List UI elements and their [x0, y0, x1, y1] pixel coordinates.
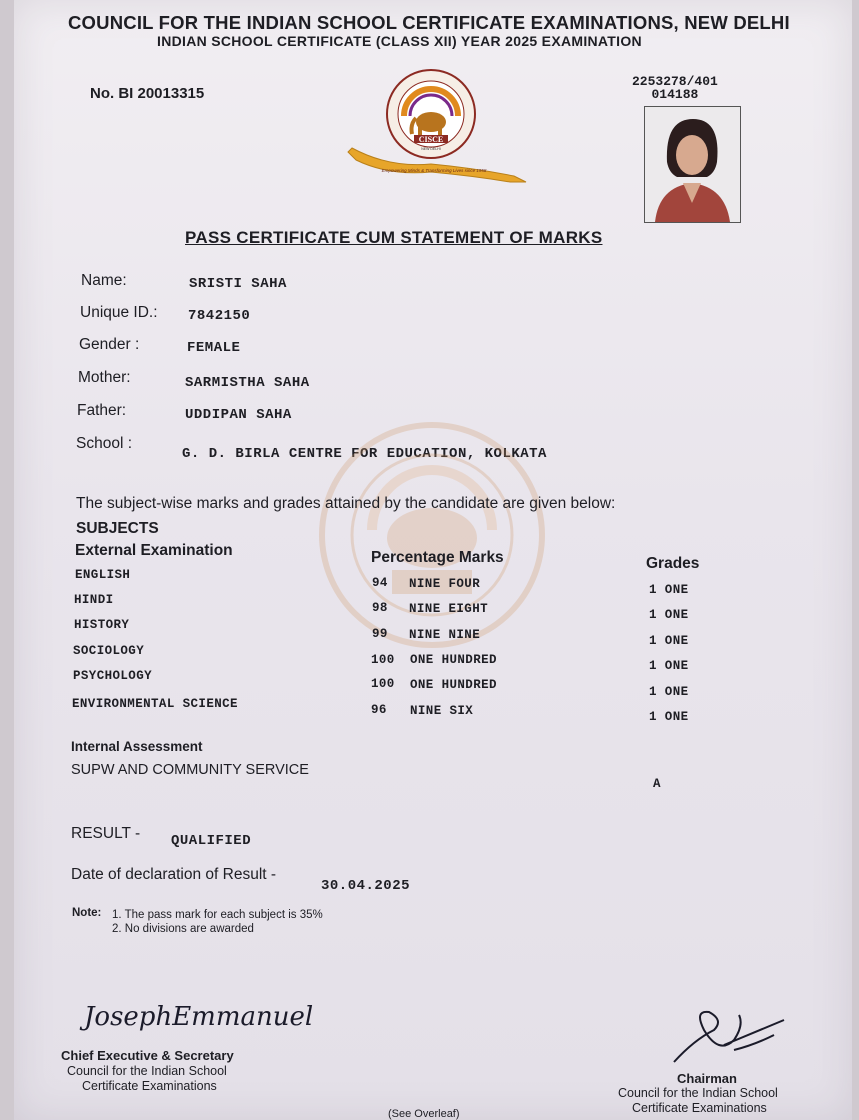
subject-mark-words: NINE EIGHT [409, 602, 489, 616]
subject-grade: 1 ONE [649, 685, 689, 699]
subject-mark-words: ONE HUNDRED [410, 678, 497, 692]
subject-grade: 1 ONE [649, 659, 689, 673]
declaration-date: 30.04.2025 [321, 878, 411, 894]
person-icon [645, 107, 740, 222]
council-heading: COUNCIL FOR THE INDIAN SCHOOL CERTIFICATE EXAMINATIONS, NEW DELHI [68, 12, 790, 33]
secretary-signature-text: JosephEmmanuel [84, 1002, 314, 1032]
subject-mark: 98 [372, 601, 388, 615]
father-value: UDDIPAN SAHA [185, 407, 292, 423]
subject-name: SOCIOLOGY [73, 644, 145, 658]
certificate-sheet [14, 0, 852, 1120]
father-label: Father: [77, 402, 127, 419]
logo-name: CISCE [418, 135, 444, 144]
internal-subject: SUPW AND COMMUNITY SERVICE [71, 762, 309, 778]
result-label: RESULT - [71, 825, 141, 842]
percentage-heading: Percentage Marks [371, 549, 504, 566]
name-label: Name: [81, 272, 127, 289]
serial-line-1: 2253278/401 [632, 74, 718, 89]
internal-grade: A [653, 777, 661, 791]
subject-name: HISTORY [74, 618, 130, 632]
logo-ribbon-text: Empowering Minds & Transforming Lives since 1958 [381, 168, 487, 173]
secretary-title: Chief Executive & Secretary [61, 1048, 234, 1063]
secretary-org-line-2: Certificate Examinations [82, 1079, 217, 1093]
grades-heading: Grades [646, 555, 700, 572]
subject-mark-words: NINE SIX [410, 704, 474, 718]
subject-grade: 1 ONE [649, 634, 689, 648]
chairman-org-line-2: Certificate Examinations [632, 1101, 767, 1115]
marks-intro: The subject-wise marks and grades attained by the candidate are given below: [76, 495, 616, 512]
chairman-org-line-1: Council for the Indian School [618, 1086, 778, 1100]
candidate-photo [644, 106, 741, 223]
certificate-title: PASS CERTIFICATE CUM STATEMENT OF MARKS [185, 228, 603, 247]
result-value: QUALIFIED [171, 833, 252, 849]
subject-mark: 94 [372, 576, 388, 590]
subject-grade: 1 ONE [649, 583, 689, 597]
chairman-title: Chairman [677, 1071, 737, 1086]
subject-grade: 1 ONE [649, 608, 689, 622]
unique-id-value: 7842150 [188, 308, 251, 324]
subject-grade: 1 ONE [649, 710, 689, 724]
subjects-heading: SUBJECTS [76, 520, 159, 537]
note-line-2: 2. No divisions are awarded [112, 923, 254, 935]
logo-city: NEW DELHI [421, 147, 441, 151]
mother-label: Mother: [78, 369, 131, 386]
subject-mark-words: NINE FOUR [409, 577, 481, 591]
unique-id-label: Unique ID.: [80, 304, 158, 321]
chairman-signature [664, 1000, 794, 1070]
secretary-signature [74, 985, 314, 1045]
candidate-name: SRISTI SAHA [189, 276, 287, 292]
serial-number [632, 75, 718, 101]
internal-assessment-heading: Internal Assessment [71, 739, 203, 754]
subject-mark-words: ONE HUNDRED [410, 653, 497, 667]
gender-label: Gender : [79, 336, 140, 353]
certificate-number: No. BI 20013315 [90, 85, 205, 102]
declaration-date-label: Date of declaration of Result - [71, 866, 277, 883]
school-value: G. D. BIRLA CENTRE FOR EDUCATION, KOLKATA [182, 446, 547, 462]
subject-name: PSYCHOLOGY [73, 669, 153, 683]
see-overleaf: (See Overleaf) [388, 1108, 460, 1120]
exam-heading: INDIAN SCHOOL CERTIFICATE (CLASS XII) YEAR 2025 EXAMINATION [157, 33, 642, 49]
subject-name: HINDI [74, 593, 114, 607]
secretary-org-line-1: Council for the Indian School [67, 1064, 227, 1078]
cisce-logo [334, 68, 529, 186]
note-line-1: 1. The pass mark for each subject is 35% [112, 909, 323, 921]
external-exam-heading: External Examination [75, 542, 233, 559]
school-label: School : [76, 435, 133, 452]
serial-line-2: 014188 [651, 87, 699, 102]
subject-mark: 100 [371, 653, 395, 667]
note-label: Note: [72, 907, 102, 919]
subject-mark: 99 [372, 627, 388, 641]
subject-mark-words: NINE NINE [409, 628, 481, 642]
subject-mark: 100 [371, 677, 395, 691]
subject-name: ENGLISH [75, 568, 131, 582]
gender-value: FEMALE [187, 340, 241, 356]
subject-name: ENVIRONMENTAL SCIENCE [72, 697, 238, 711]
subject-mark: 96 [371, 703, 387, 717]
mother-value: SARMISTHA SAHA [185, 375, 310, 391]
